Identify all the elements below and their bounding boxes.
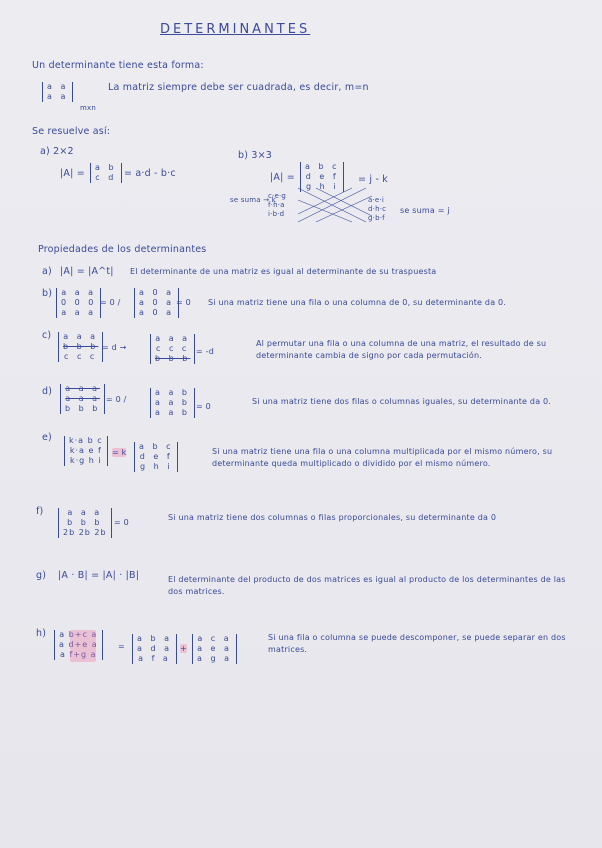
left-sum-note: se suma → k [230, 196, 276, 204]
matrix-row: a b a [137, 634, 172, 643]
matrix-row: 0 0 0 [61, 298, 97, 307]
matrix-row: a c a [197, 634, 232, 643]
matrix-row: a g a [197, 654, 232, 663]
matrix-row: a f+g a [60, 650, 97, 659]
prop-h-matrix-2 [132, 634, 177, 664]
page-title: DETERMINANTES [160, 22, 311, 37]
matrix-row: a a a [155, 334, 191, 343]
matrix-row: a d+e a [59, 640, 98, 649]
matrix-row: k·a e f [69, 446, 102, 455]
matrix-row: k·g h i [70, 456, 102, 465]
prop-c-matrix-2 [150, 334, 195, 364]
solve-2x2-matrix [90, 163, 122, 183]
matrix-row: a b+c a [59, 630, 98, 639]
solve-2x2-result: = a·d - b·c [124, 168, 176, 179]
right-sum-note: se suma = j [400, 206, 450, 215]
matrix-row: d e f [305, 172, 339, 181]
matrix-row: a a a [61, 288, 97, 297]
intro-matrix [42, 82, 73, 102]
matrix-row: a b [95, 163, 117, 172]
matrix-row: a a b [155, 388, 190, 397]
matrix-row: a a a [65, 394, 101, 403]
intro-matrix-row: a a [47, 92, 69, 101]
prop-c-text: Al permutar una fila o una columna de una matriz, el resultado de su determinante cambia de signo por cada permutación. [256, 339, 547, 360]
prop-d-matrix-1 [60, 384, 105, 414]
matrix-row: a d a [137, 644, 172, 653]
prop-d-end: = 0 [196, 402, 211, 411]
term: g·b·f [368, 214, 385, 222]
matrix-row: a a a [67, 508, 103, 517]
intro-subscript: mxn [80, 104, 96, 112]
prop-h-plus [180, 644, 187, 653]
prop-h-matrix-3 [192, 634, 237, 664]
prop-a-text: El determinante de una matriz es igual al determinante de su traspuesta [130, 267, 437, 276]
right-terms [368, 196, 386, 223]
matrix-row: a f a [138, 654, 171, 663]
prop-c-end: = -d [196, 347, 215, 356]
prop-e-mid [112, 448, 126, 457]
term: i·b·d [268, 210, 285, 218]
prop-a-label: a) [42, 266, 52, 277]
prop-b-end: = 0 [176, 298, 191, 307]
prop-g-label: g) [36, 570, 47, 581]
matrix-row: g h i [140, 462, 173, 471]
prop-f-label: f) [36, 506, 44, 517]
prop-c-label: c) [42, 330, 52, 341]
matrix-row: a a a [65, 384, 101, 393]
matrix-row: g h i [306, 182, 339, 191]
matrix-row: d e f [139, 452, 173, 461]
prop-e-text: Si una matriz tiene una fila o una columna multiplicada por el mismo número, su determinante queda multiplicado o dividido por el mismo número. [212, 447, 553, 468]
matrix-row: a b c [139, 442, 174, 451]
prop-b-label: b) [42, 288, 53, 299]
matrix-row: c c c [156, 344, 190, 353]
matrix-row: a 0 a [139, 298, 174, 307]
matrix-row: c d [95, 173, 117, 182]
prop-d-text: Si una matriz tiene dos filas o columnas iguales, su determinante da 0. [252, 397, 552, 406]
matrix-row: b b b [63, 342, 99, 351]
prop-c-mid: = d → [102, 343, 127, 352]
prop-b-matrix-1 [56, 288, 101, 318]
solve-3x3-result: = j - k [358, 174, 388, 185]
prop-e-factor: = k [112, 448, 127, 457]
prop-d-mid: = 0 / [106, 395, 127, 404]
intro-note: La matriz siempre debe ser cuadrada, es decir, m=n [108, 82, 369, 93]
matrix-row: k·a b c [69, 436, 103, 445]
matrix-row: a a b [155, 398, 190, 407]
prop-h-label: h) [36, 628, 47, 639]
intro-matrix-row: a a [47, 82, 69, 91]
matrix-row: b b b [65, 404, 101, 413]
matrix-row: a a b [155, 408, 190, 417]
matrix-row: c c c [64, 352, 98, 361]
prop-b-matrix-2 [134, 288, 179, 318]
matrix-row: b b b [67, 518, 103, 527]
solve-2x2-lhs: |A| = [60, 168, 85, 179]
prop-e-label: e) [42, 432, 52, 443]
matrix-row: a a a [61, 308, 97, 317]
prop-g-formula: |A · B| = |A| · |B| [58, 570, 140, 581]
matrix-row: a e a [197, 644, 232, 653]
prop-d-label: d) [42, 386, 53, 397]
matrix-row: 2b 2b 2b [63, 528, 107, 537]
prop-e-matrix-2 [134, 442, 178, 472]
intro-line: Un determinante tiene esta forma: [32, 60, 204, 71]
plus-sign: + [180, 644, 187, 653]
prop-e-matrix-1 [64, 436, 108, 466]
props-heading: Propiedades de los determinantes [38, 244, 207, 255]
solve-2x2-label: a) 2×2 [40, 146, 74, 157]
matrix-row: b b b [155, 354, 191, 363]
prop-f-matrix [58, 508, 112, 538]
prop-g-text: El determinante del producto de dos matrices es igual al producto de los determinantes de las dos matrices. [168, 575, 566, 596]
term: d·h·c [368, 205, 387, 213]
prop-h-text: Si una fila o columna se puede descomponer, se puede separar en dos matrices. [268, 633, 566, 654]
term: f·h·a [268, 201, 285, 209]
matrix-row: a a a [63, 332, 99, 341]
sarrus-diagonals [296, 186, 376, 226]
solve-3x3-label: b) 3×3 [238, 150, 273, 161]
prop-f-end: = 0 [114, 518, 129, 527]
left-terms [268, 192, 286, 219]
term: a·e·i [368, 196, 384, 204]
prop-c-matrix-1 [58, 332, 103, 362]
matrix-row: a 0 a [139, 288, 174, 297]
prop-f-text: Si una matriz tiene dos columnas o filas proporcionales, su determinante da 0 [168, 513, 497, 522]
solve-heading: Se resuelve así: [32, 126, 111, 137]
prop-b-mid: = 0 / [100, 298, 121, 307]
highlighted-column [70, 630, 96, 662]
matrix-row: a b c [305, 162, 340, 171]
solve-3x3-lhs: |A| = [270, 172, 295, 183]
prop-h-eq: = [118, 642, 125, 651]
term: c·e·g [268, 192, 287, 200]
prop-d-matrix-2 [150, 388, 195, 418]
prop-a-formula: |A| = |A^t| [60, 266, 114, 277]
prop-b-text: Si una matriz tiene una fila o una columna de 0, su determinante da 0. [208, 298, 507, 307]
matrix-row: a 0 a [139, 308, 174, 317]
